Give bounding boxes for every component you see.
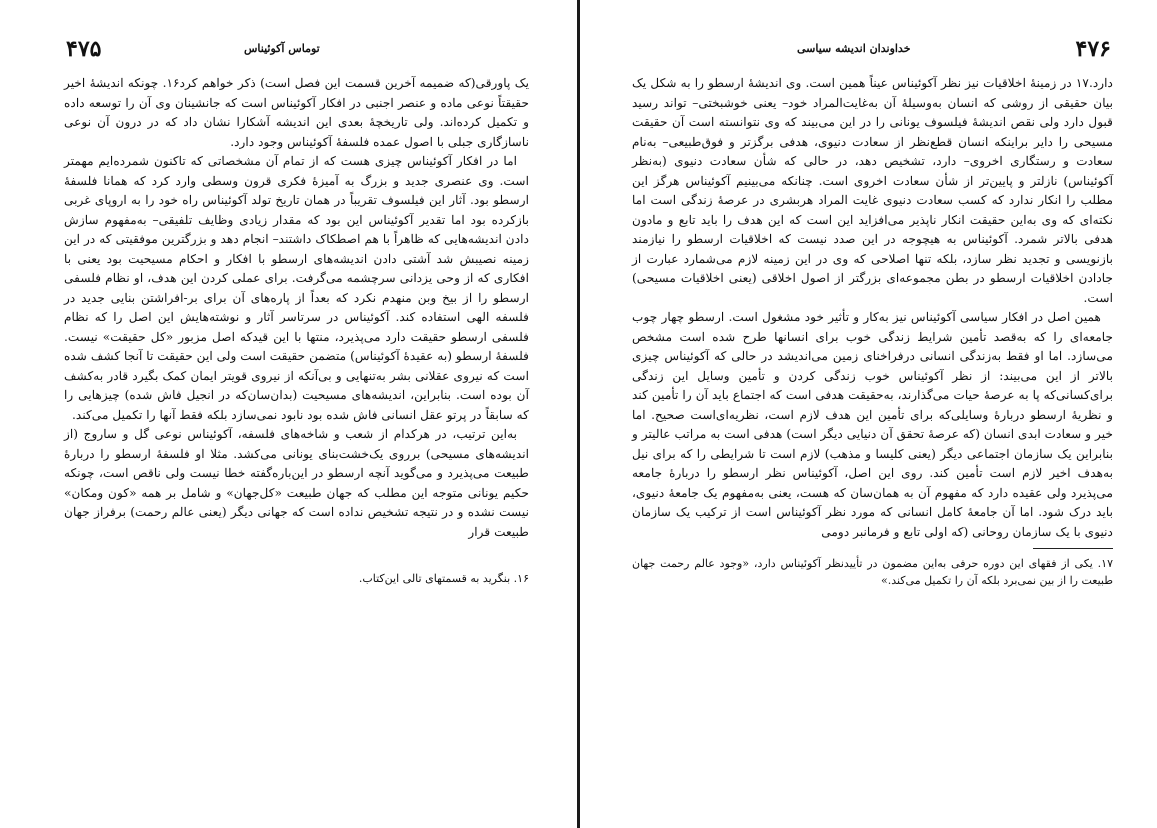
footnote-17: ۱۷. یکی از فقهای این دوره حرفی به‌این مضمون در تأییدنظر آکوئیناس دارد، «وجود عالم رحمت جهان طبیعت را از بین نمی‌برد بلکه آن را تکمیل می‌کند.» (632, 557, 1113, 587)
paragraph: به‌این ترتیب، در هرکدام از شعب و شاخه‌های فلسفه، آکوئیناس نوعی گل و ساروج (از اندیشه‌های مسیحی) برروی یک‌خشت‌بنای یونانی می‌کشد. مثلا او فلسفهٔ ارسطو را دربارهٔ طبیعت می‌پذیرد و می‌گوید آنچه ارسطو در این‌باره‌گفته خطا نیست ولی ناقص است، چونکه حکیم یونانی متوجه این مطلب که جهان طبیعت «کل‌جهان» و شامل بر همه «کون ومکان» نیست نشده و در نتیجه تشخیص نداده است که جهانی دیگر (یعنی عالم رحمت) برفراز جهان طبیعت قرار (64, 427, 529, 539)
left-page-header (64, 36, 529, 74)
paragraph: یک پاورقی(که ضمیمه آخرین قسمت این فصل است) ذکر خواهم کرد۱۶. چونکه اندیشهٔ اخیر حقیقتاً نوعی ماده و عنصر اجنبی در افکار آکوئیناس است که جانشینان وی آن را توسعه داده و تکمیل کرده‌اند. ولی تاریخچهٔ بعدی این اندیشه آشکارا نشان داد که در درون آن نوعی ناسازگاری جبلی با اصول عمده فلسفهٔ آکوئیناس وجود دارد. (64, 76, 529, 149)
left-page-body (64, 74, 529, 542)
left-running-title: توماس آکوئیناس (244, 42, 320, 55)
footnote-16: ۱۶. بنگرید به قسمتهای تالی این‌کتاب. (358, 572, 529, 585)
paragraph: اما در افکار آکوئیناس چیزی هست که از تمام آن مشخصاتی که تاکنون شمرده‌ایم مهمتر است. وی عنصری جدید و بزرگ به آمیزهٔ فکری قرون وسطی وارد کرد که همانا فلسفهٔ ارسطو بود. آثار این فیلسوف تقریباً در همان تاریخ تولد آکوئیناس راه خود را به اروپای غربی بازکرده بود اما تقدیر آکوئیناس این بود که مقدار زیادی وظایف تلفیقی– به‌مفهوم سازش دادن اندیشه‌هایی که ظاهراً با هم اصطکاک داشتند– انجام دهد و بزرگترین موفقیتی که در این زمینه نصیبش شد آشتی دادن اندیشه‌های ارسطو با افکار و احکام مسیحیت بود یعنی با افکاری که از وحی یزدانی سرچشمه می‌گرفت. برای عملی کردن این هدف، او نظام فلسفی ارسطو را از بیخ وبن منهدم نکرد که بعداً از پاره‌های آن برای بر-افراشتن بنایی جدید در فلسفه الهی استفاده کند. آکوئیناس در سرتاسر آثار و نوشته‌هایش این اصل را که نظام فلسفی ارسطو حقیقت دارد می‌پذیرد، منتها با این قیدکه اصل مزبور «کل حقیقت» نیست. فلسفهٔ ارسطو (به عقیدهٔ آکوئیناس) متضمن حقیقت است ولی این حقیقت تا آنجا کشف شده است که نیروی عقلانی بشر به‌تنهایی و بی‌آنکه از نیروی قویتر ایمان کمک بگیرد قادر به‌کشف آن بوده است. بنابراین، اندیشه‌های مسیحیت (بدان‌سان‌که در انجیل فاش شده) چیزهایی را که سابقاً در پرتو عقل انسانی فاش شده بود نابود نمی‌سازد بلکه فقط آنها را تکمیل می‌کند. (64, 154, 529, 422)
footnote-rule (1033, 548, 1113, 549)
right-page-header (632, 36, 1113, 74)
right-page-number: ۴۷۶ (1075, 36, 1111, 62)
right-page-body (632, 74, 1113, 542)
left-page (0, 0, 577, 828)
left-page-number: ۴۷۵ (66, 36, 102, 62)
paragraph: همین اصل در افکار سیاسی آکوئیناس نیز به‌کار و تأثیر خود مشغول است. ارسطو چهار چوب جامعه‌ای را که به‌قصد تأمین شرایط زندگی خوب برای انسانها طرح شده است مشخص می‌سازد. اما او فقط به‌زندگی انسانی درفراخنای زمین می‌اندیشد در حالی که آکوئیناس چیزی بالاتر از این می‌بیند: از نظر آکوئیناس خوب زندگی کردن و تأمین وسایل این زندگی برای‌کسانی‌که پا به عرصهٔ حیات می‌گذارند، به‌حقیقت هدفی است که اجتماع باید آن را تأمین کند و نظریهٔ ارسطو دربارهٔ وسایلی‌که برای تأمین این هدف لازم است، نظریه‌ای‌است صحیح. اما خیر و سعادت ابدی انسان (که عرصهٔ تحقق آن دنیایی دیگر است) هدفی است به مراتب عالیتر و بنابراین یک سازمان اجتماعی دیگر (یعنی کلیسا و مذهب) لازم است تا شرایطی را که برای نیل به‌هدف اخیر لازم است تأمین کند. روی این اصل، آکوئیناس نظر ارسطو را دربارهٔ جامعه می‌پذیرد ولی عقیده دارد که مفهوم آن به همان‌سان که هست، یعنی به‌مفهوم یک جامعهٔ دنیوی، باید درک شود. اما آن جامعهٔ کامل انسانی که مورد نظر آکوئیناس است از ترکیب یک سازمان دنیوی با یک سازمان روحانی (که اولی تابع و فرمانبر دومی (632, 310, 1113, 539)
right-running-title: خداوندان اندیشه سیاسی (797, 42, 911, 55)
paragraph: دارد.۱۷ در زمینهٔ اخلاقیات نیز نظر آکوئیناس عیناً همین است. وی اندیشهٔ ارسطو را به شکل یک بیان حقیقی از روشی که انسان به‌وسیلهٔ آن به‌غایت‌المراد خود– یعنی خوشبختی– تواند رسید قبول دارد ولی نقص اندیشهٔ فیلسوف یونانی را در این می‌بیند که وی نتوانسته است آن حقیقت مسیحی را دایر براینکه انسان قطع‌نظر از سعادت دنیوی، هدفی برگزتر و فوق‌طبیعی– به‌نام سعادت و رستگاری اخروی– دارد، تشخیص دهد، در حالی که شأن سعادت دنیوی (به‌نظر آکوئیناس) نازلتر و پایین‌تر از شأن سعادت اخروی است. چنانکه می‌بینیم آکوئیناس هرگز این مطلب را انکار ندارد که کسب سعادت دنیوی غایت المراد هربشری در عرصهٔ زندگی است اما نکته‌ای که وی به‌این حقیقت انکار ناپذیر می‌افزاید این است که این هدف را باید تابع و مادون هدفی بالاتر شمرد. آکوئیناس به هیچوجه در این صدد نیست که اخلاقیات ارسطو را نیازمند بازنویسی و تجدید نظر سازد، بلکه تنها اصلاحی که وی در این زمینه لازم می‌شمارد عبارت از جادادن اخلاقیات ارسطو در بطن مجموعه‌ای بزرگتر از اصول اخلاقی (یعنی اخلاقیات مسیحی) است. (632, 76, 1113, 305)
right-page (580, 0, 1157, 828)
